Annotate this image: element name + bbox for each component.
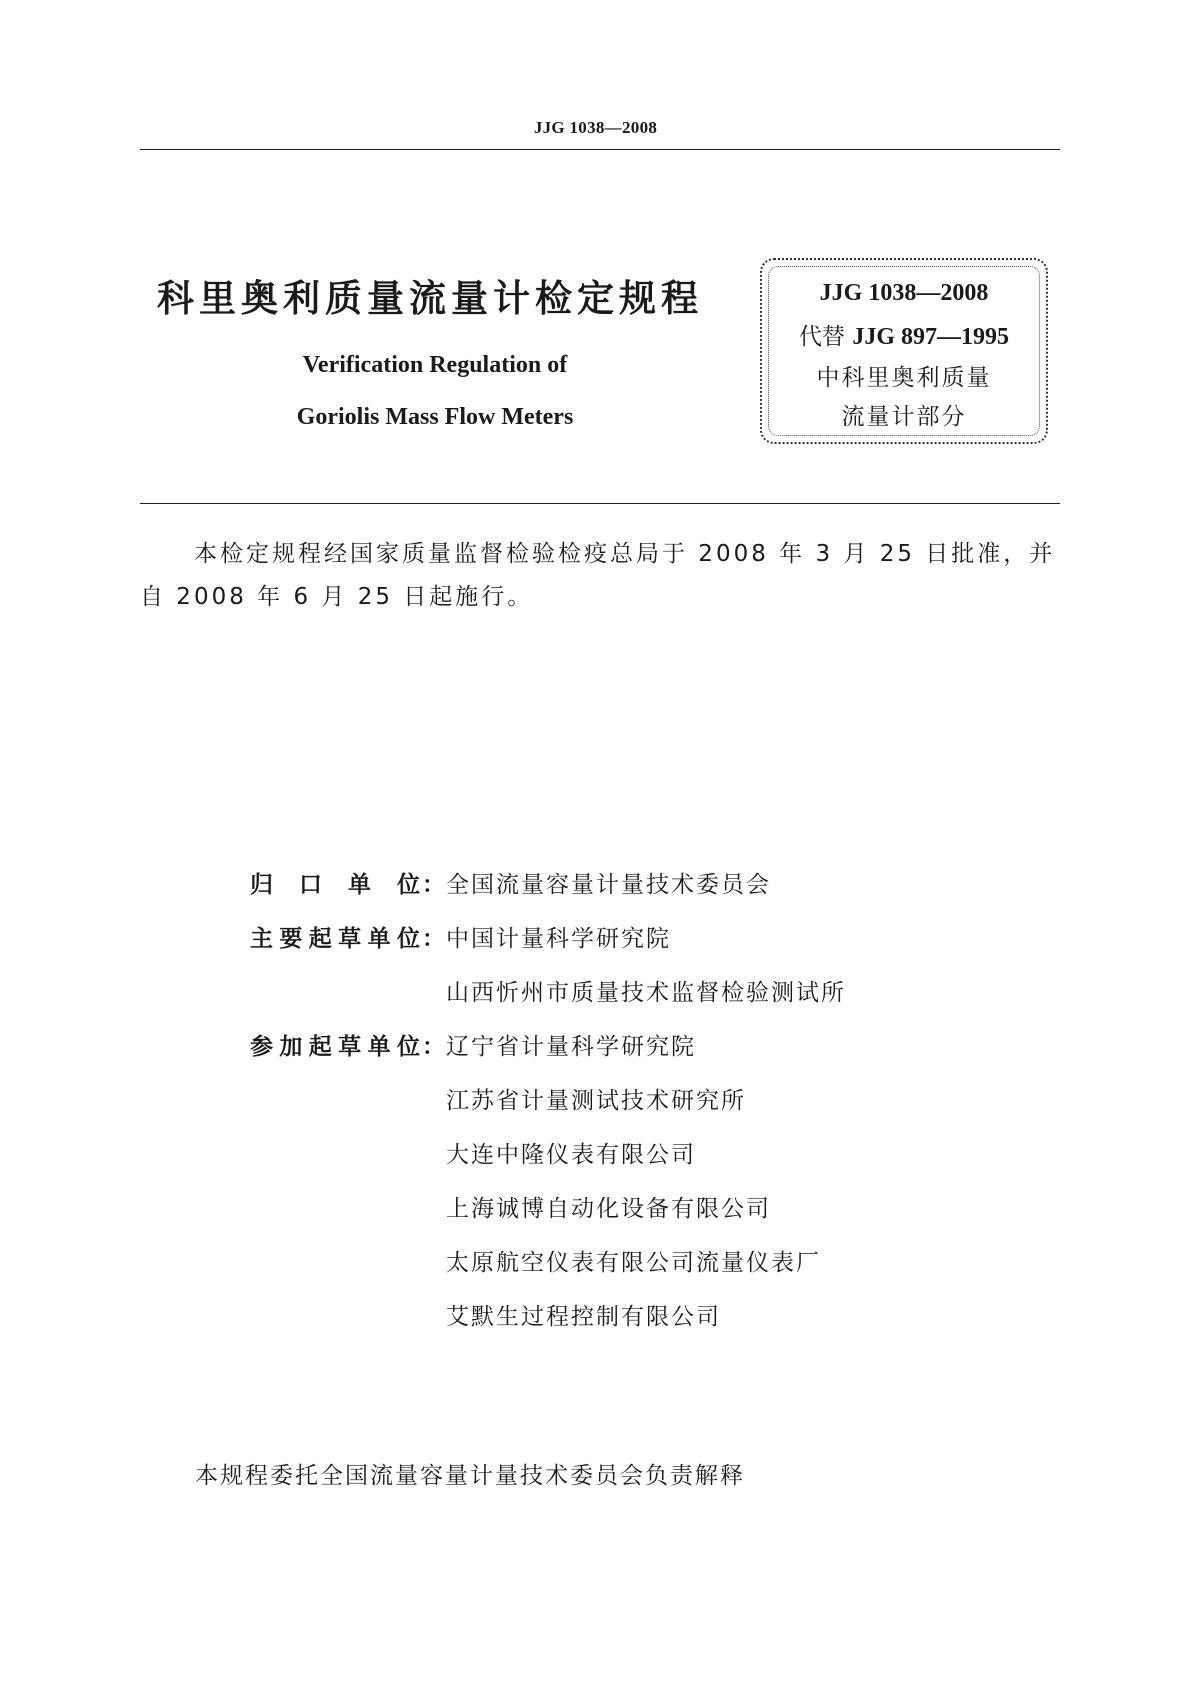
- participating-drafting-unit-value: 上海诚博自动化设备有限公司: [446, 1196, 771, 1222]
- participating-drafting-unit-value: 太原航空仪表有限公司流量仪表厂: [446, 1250, 821, 1276]
- interpretation-note: 本规程委托全国流量容量计量技术委员会负责解释: [195, 1463, 745, 1489]
- header-divider: [140, 149, 1060, 150]
- approval-statement: 本检定规程经国家质量监督检验检疫总局于 2008 年 3 月 25 日批准，并自 2008 年 6 月 25 日起施行。: [140, 541, 1056, 610]
- code-box-scope-line-1: 中科里奥利质量: [816, 365, 992, 391]
- participating-drafting-unit-label: 参 加 起 草 单 位: [250, 1034, 420, 1060]
- main-drafting-unit-label: 主 要 起 草 单 位: [250, 926, 420, 952]
- label-colon: ：: [422, 1034, 445, 1060]
- participating-drafting-unit-value: 大连中隆仪表有限公司: [446, 1142, 696, 1168]
- replaces-prefix: 代替: [799, 324, 845, 350]
- responsible-unit-value: 全国流量容量计量技术委员会: [446, 872, 771, 898]
- participating-drafting-unit-value: 江苏省计量测试技术研究所: [446, 1088, 746, 1114]
- section-divider: [140, 503, 1060, 504]
- responsible-unit-label: 归 口 单 位: [250, 872, 420, 898]
- label-colon: ：: [422, 872, 445, 898]
- participating-drafting-unit-value: 艾默生过程控制有限公司: [446, 1304, 721, 1330]
- label-colon: ：: [422, 926, 445, 952]
- code-box-replaces: [762, 318, 1046, 351]
- code-box-standard-code: JJG 1038—2008: [819, 280, 989, 306]
- standard-code-box: [760, 258, 1048, 444]
- title-english-line-1: Verification Regulation of: [302, 352, 568, 378]
- main-drafting-unit-value: 山西忻州市质量技术监督检验测试所: [446, 980, 846, 1006]
- code-box-scope-line-2: 流量计部分: [841, 404, 967, 430]
- main-drafting-unit-value: 中国计量科学研究院: [446, 926, 671, 952]
- participating-drafting-unit-value: 辽宁省计量科学研究院: [446, 1034, 696, 1060]
- replaced-standard-code: JJG 897—1995: [852, 324, 1009, 350]
- title-english-line-2: Goriolis Mass Flow Meters: [296, 404, 574, 430]
- header-standard-code: JJG 1038—2008: [533, 118, 658, 137]
- title-chinese: 科里奥利质量流量计检定规程: [157, 277, 703, 320]
